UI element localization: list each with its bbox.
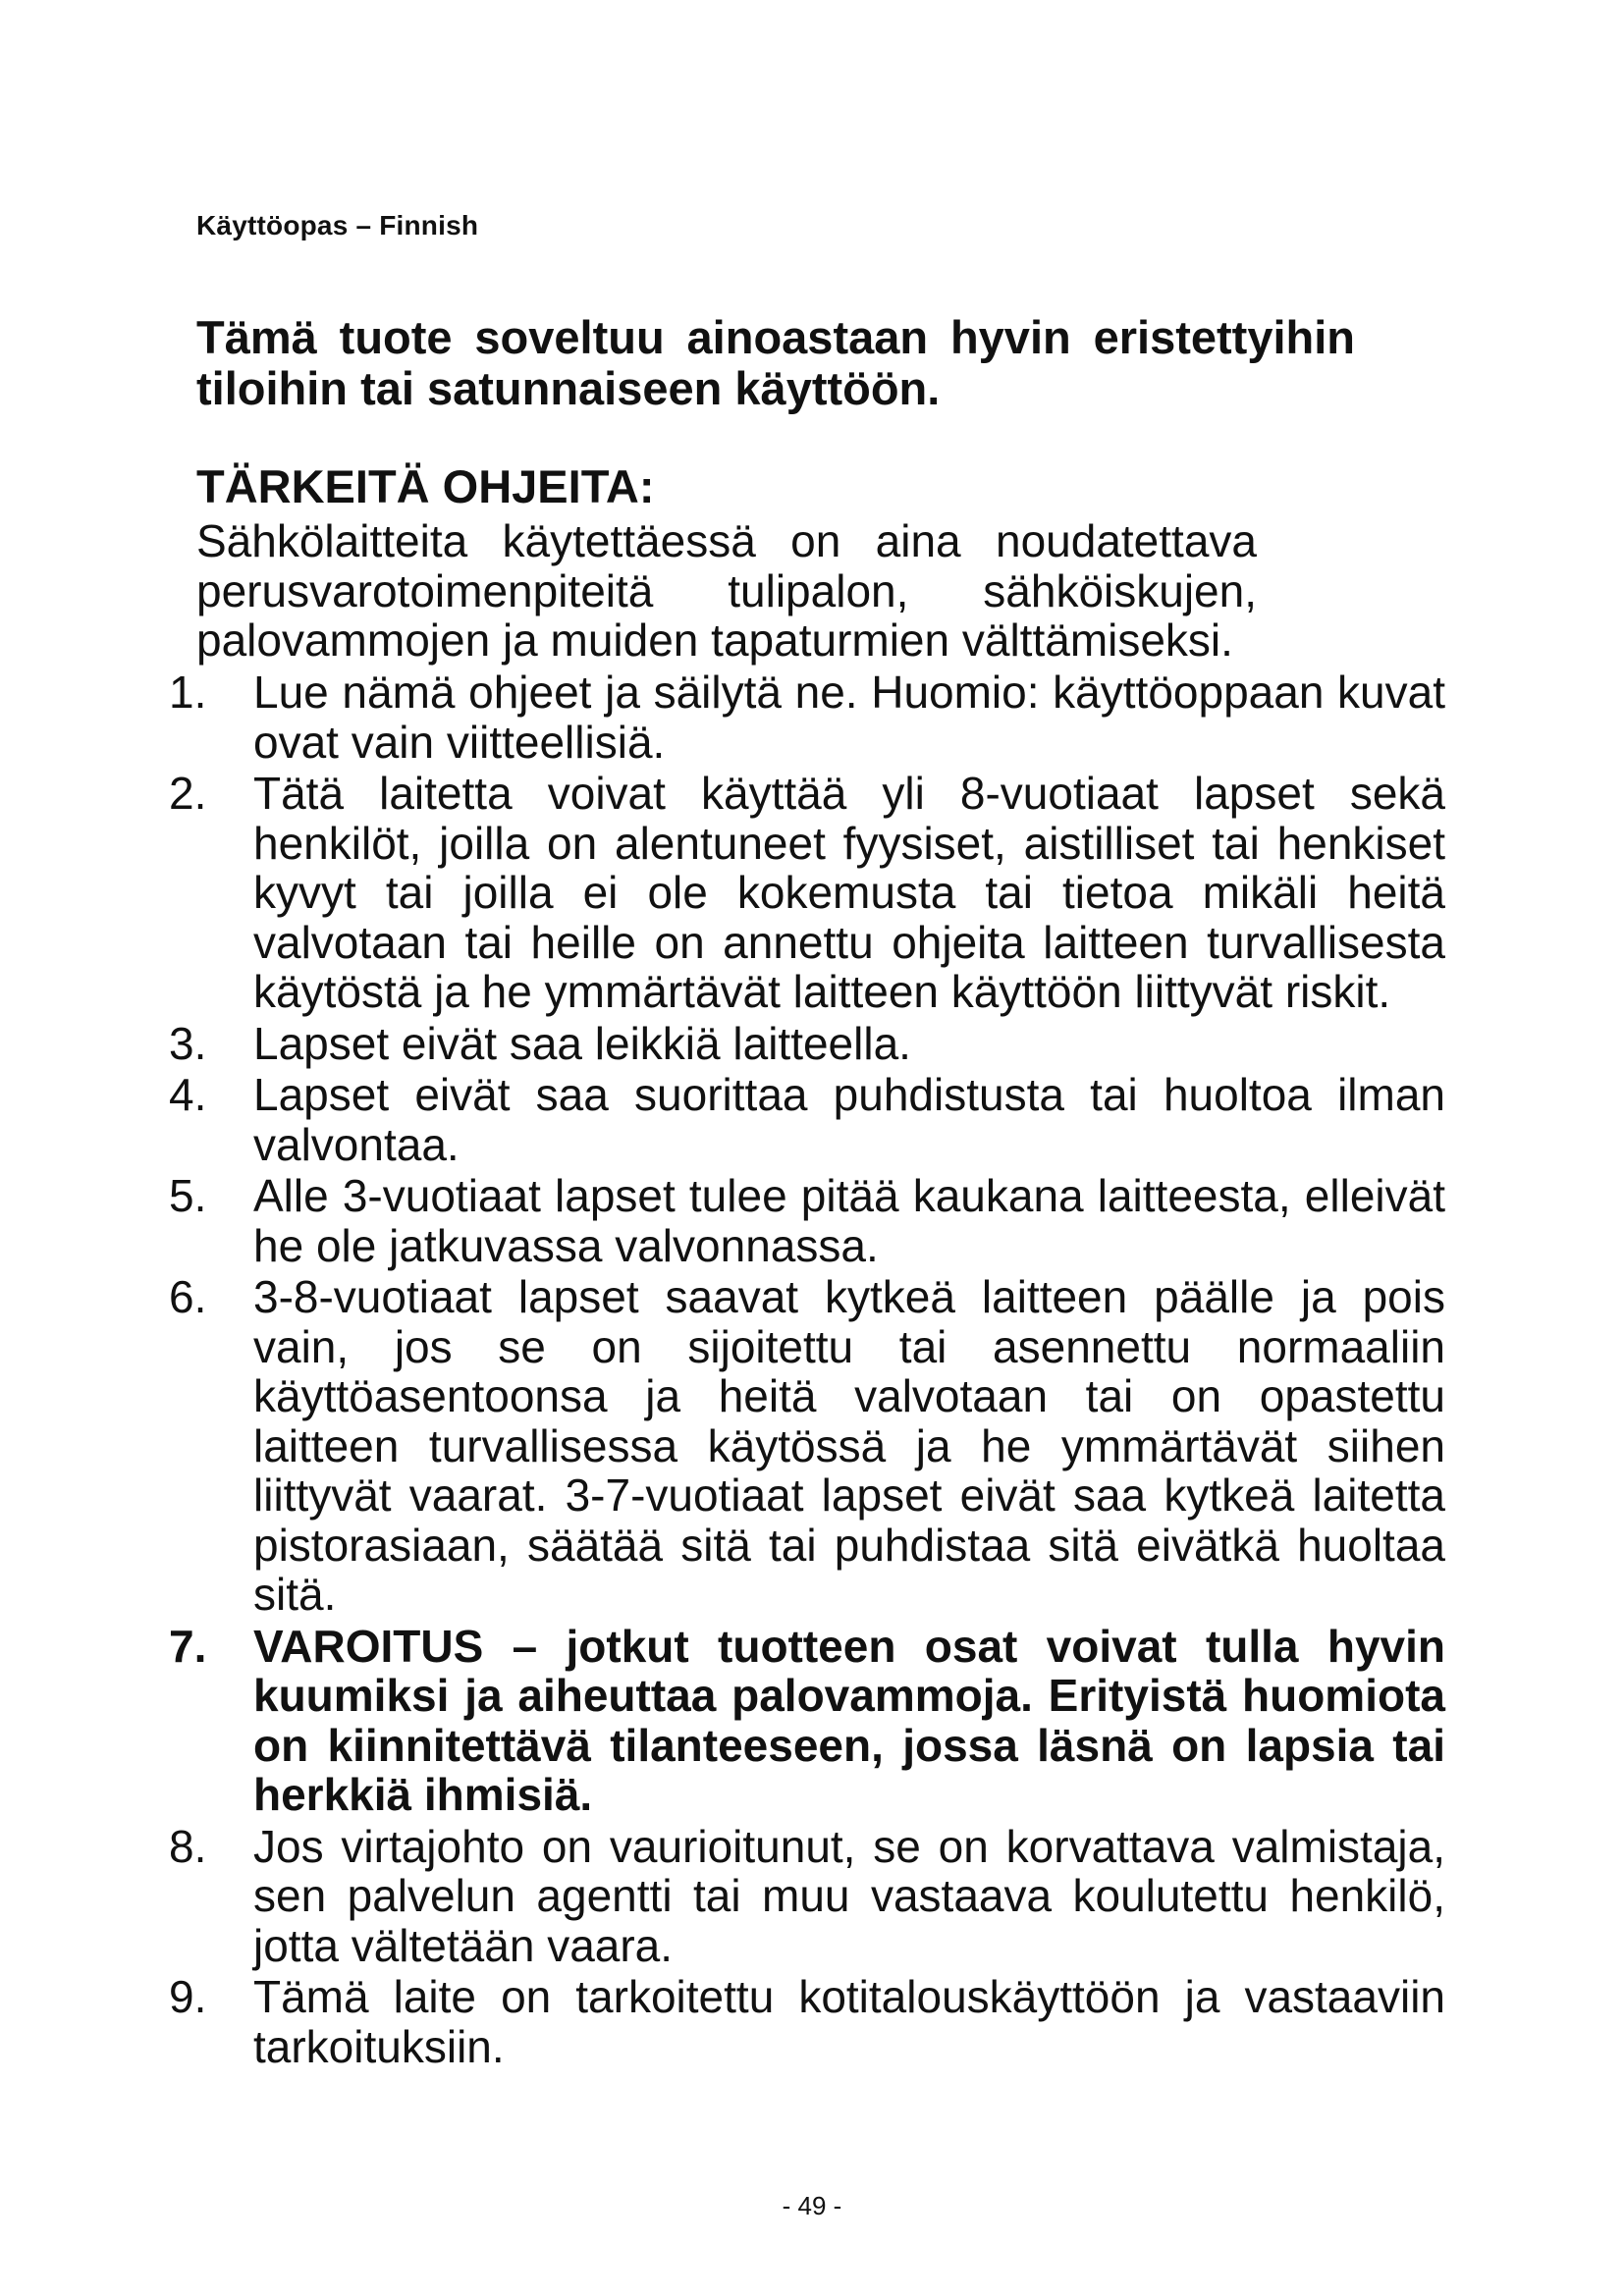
list-item-text: Lapset eivät saa suorittaa puhdistusta tai huoltoa ilman valvontaa. — [253, 1069, 1445, 1170]
section-paragraph: Sähkölaitteita käytettäessä on aina noudatettava perusvarotoimenpiteitä tulipalon, sähköiskujen, palovammojen ja muiden tapaturmien välttämiseksi. — [196, 515, 1257, 666]
list-item-text: Alle 3-vuotiaat lapset tulee pitää kaukana laitteesta, elleivät he ole jatkuvassa valvonnassa. — [253, 1170, 1445, 1271]
list-item-number: 7. — [169, 1620, 207, 1672]
list-item-number: 8. — [169, 1820, 207, 1872]
list-item-number: 6. — [169, 1271, 207, 1322]
warning-text: VAROITUS – jotkut tuotteen osat voivat tulla hyvin kuumiksi ja aiheuttaa palovammoja. Erityistä huomiota on kiinnitettävä tilanteeseen, jossa läsnä on lapsia tai herkkiä ihmisiä. — [253, 1620, 1445, 1820]
document-header: Käyttöopas – Finnish — [196, 210, 479, 240]
list-item-number: 3. — [169, 1017, 207, 1069]
list-item — [169, 1019, 1445, 1069]
list-item-text: Tämä laite on tarkoitettu kotitalouskäyttöön ja vastaaviin tarkoituksiin. — [253, 1971, 1445, 2072]
section-heading: TÄRKEITÄ OHJEITA: — [196, 460, 655, 512]
list-item-text: Tätä laitetta voivat käyttää yli 8-vuotiaat lapset sekä henkilöt, joilla on alentuneet fyysiset, aistilliset tai henkiset kyvyt tai joilla ei ole kokemusta tai tietoa mikäli heitä valvotaan tai heille on annettu ohjeita laitteen turvallisesta käytöstä ja he ymmärtävät laitteen käyttöön liittyvät riskit. — [253, 768, 1445, 1017]
list-item — [169, 667, 1445, 767]
list-item — [169, 1171, 1445, 1270]
instructions-list — [169, 667, 1445, 2073]
list-item-text: Lue nämä ohjeet ja säilytä ne. Huomio: käyttöoppaan kuvat ovat vain viitteellisiä. — [253, 667, 1445, 768]
list-item — [169, 1822, 1445, 1971]
list-item-text: Lapset eivät saa leikkiä laitteella. — [253, 1017, 911, 1069]
list-item-number: 1. — [169, 667, 207, 718]
page-number: - 49 - — [782, 2191, 842, 2220]
list-item-number: 5. — [169, 1170, 207, 1221]
list-item — [169, 769, 1445, 1017]
intro-statement: Tämä tuote soveltuu ainoastaan hyvin eristettyihin tiloihin tai satunnaiseen käyttöön. — [196, 311, 1355, 414]
list-item-number: 4. — [169, 1069, 207, 1120]
list-item — [169, 1070, 1445, 1169]
list-item-number: 9. — [169, 1971, 207, 2022]
list-item — [169, 1272, 1445, 1620]
list-item-text: Jos virtajohto on vaurioitunut, se on korvattava valmistaja, sen palvelun agentti tai muu vastaava koulutettu henkilö, jotta vältetään vaara. — [253, 1820, 1445, 1971]
list-item-text: 3-8-vuotiaat lapset saavat kytkeä laitteen päälle ja pois vain, jos se on sijoitettu tai asennettu normaaliin käyttöasentoonsa ja heitä valvotaan tai on opastettu laitteen turvallisessa käytössä ja he ymmärtävät siihen liittyvät vaarat. 3-7-vuotiaat lapset eivät saa kytkeä laitetta pistorasiaan, säätää sitä tai puhdistaa sitä eivätkä huoltaa sitä. — [253, 1271, 1445, 1620]
list-item — [169, 1972, 1445, 2071]
warning-list-item — [169, 1622, 1445, 1820]
list-item-number: 2. — [169, 768, 207, 819]
